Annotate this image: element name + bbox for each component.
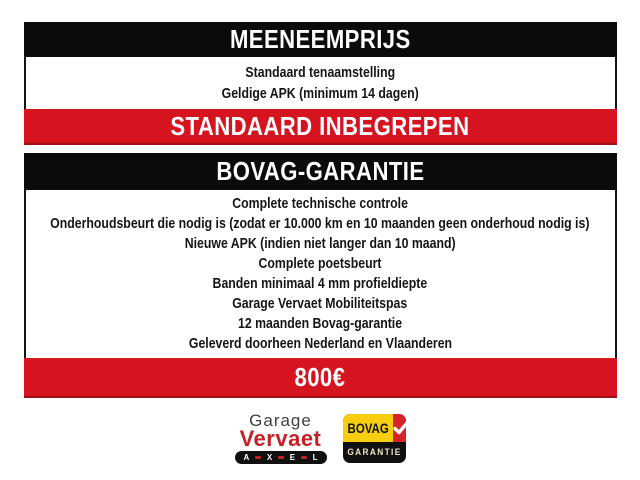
warranty-item: Onderhoudsbeurt die nodig is (zodat er 10.000 km en 10 maanden geen onderhoud nodig is)	[50, 215, 590, 232]
axel-letter: X	[266, 452, 273, 462]
axel-separator-dot	[255, 456, 261, 459]
bovag-brand-text: BOVAG	[347, 419, 389, 436]
price-condition-item: Geldige APK (minimum 14 dagen)	[221, 85, 419, 102]
axel-letter: A	[243, 452, 250, 462]
standaard-inbegrepen-label: STANDAARD INBEGREPEN	[170, 110, 470, 141]
axel-letter: L	[312, 452, 318, 462]
axel-badge	[235, 451, 327, 464]
warranty-item: Banden minimaal 4 mm profieldiepte	[212, 275, 428, 292]
meeneemprijs-title: MEENEEMPRIJS	[229, 24, 411, 54]
garage-vervaet-logo	[235, 412, 327, 464]
bovag-logo-top	[343, 414, 406, 442]
bovag-logo-bottom	[343, 442, 406, 463]
axel-letter: E	[289, 452, 296, 462]
bovag-check-box	[393, 414, 406, 442]
warranty-item: 12 maanden Bovag-garantie	[237, 315, 403, 332]
warranty-item: Nieuwe APK (indien niet langer dan 10 maand)	[184, 235, 456, 252]
dealer-info-card	[24, 22, 617, 398]
meeneemprijs-header-bar	[24, 22, 617, 57]
garage-text: Garage	[249, 411, 312, 430]
warranty-item: Complete technische controle	[232, 195, 408, 212]
bovag-garantie-label: GARANTIE	[346, 447, 402, 457]
price-conditions-list	[24, 57, 617, 109]
warranty-item: Complete poetsbeurt	[258, 255, 382, 272]
section-divider	[24, 145, 617, 153]
axel-separator-dot	[301, 456, 307, 459]
price-banner	[24, 358, 617, 398]
vervaet-text: Vervaet	[239, 426, 322, 451]
checkmark-icon	[393, 421, 406, 435]
price-condition-item: Standaard tenaamstelling	[245, 64, 395, 81]
warranty-item: Garage Vervaet Mobiliteitspas	[232, 295, 408, 312]
warranty-item: Geleverd doorheen Nederland en Vlaanderen	[188, 335, 452, 352]
bovag-garantie-header-bar	[24, 153, 617, 190]
axel-separator-dot	[278, 456, 284, 459]
bovag-garantie-logo	[343, 414, 406, 463]
bovag-garantie-title: BOVAG-GARANTIE	[215, 156, 425, 186]
bovag-brand-box	[343, 414, 393, 442]
logos-row	[0, 412, 640, 464]
warranty-items-list	[24, 190, 617, 358]
standaard-inbegrepen-banner	[24, 109, 617, 145]
price-value: 800€	[294, 361, 346, 392]
